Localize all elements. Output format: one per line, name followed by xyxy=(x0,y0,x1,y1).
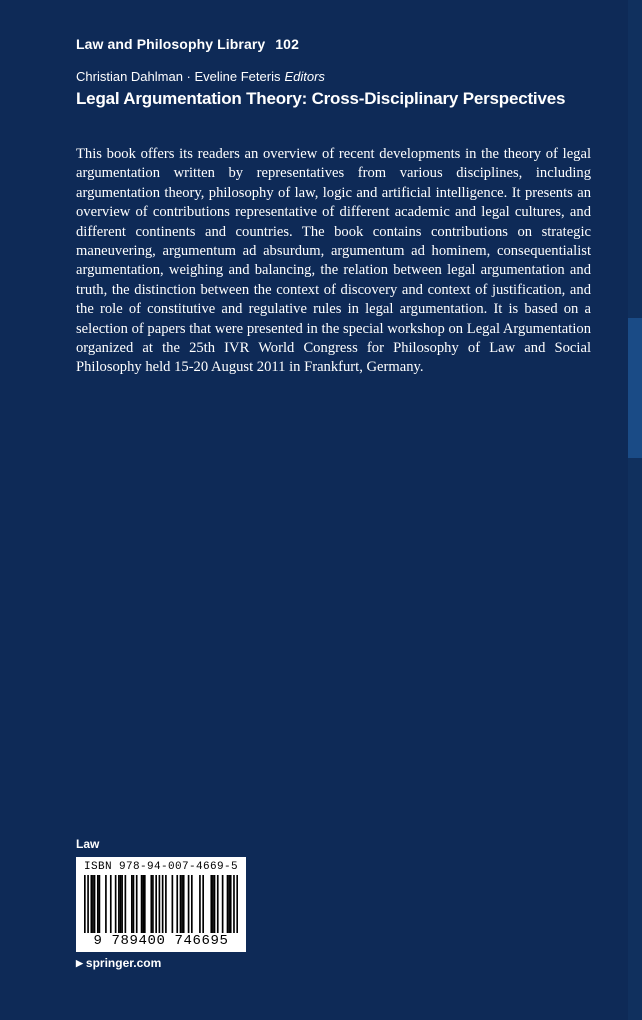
barcode-bar xyxy=(191,875,193,933)
barcode-bar xyxy=(87,875,89,933)
series-line xyxy=(76,36,299,52)
spine-edge xyxy=(628,0,642,1020)
barcode-bar xyxy=(99,875,101,933)
barcode-bar xyxy=(84,875,86,933)
barcode-bar xyxy=(150,875,152,933)
barcode-bar xyxy=(131,875,133,933)
publisher-url: springer.com xyxy=(85,956,162,970)
barcode-bar xyxy=(233,875,235,933)
barcode-bar xyxy=(92,875,94,933)
barcode-bar xyxy=(165,875,167,933)
barcode-bar xyxy=(121,875,123,933)
barcode-bar xyxy=(133,875,135,933)
barcode-bar xyxy=(222,875,224,933)
triangle-right-icon: ▶ xyxy=(76,958,83,968)
series-name: Law and Philosophy Library xyxy=(76,36,266,52)
barcode-bar xyxy=(94,875,96,933)
barcode-bar xyxy=(228,875,230,933)
isbn-barcode xyxy=(76,857,246,952)
barcode-bar xyxy=(214,875,216,933)
barcode-bar xyxy=(152,875,154,933)
barcode-bar xyxy=(125,875,127,933)
barcode-bar xyxy=(162,875,164,933)
barcode-bar xyxy=(142,875,144,933)
barcode-bar xyxy=(217,875,219,933)
barcode-bar xyxy=(90,875,92,933)
barcode-bar xyxy=(136,875,138,933)
barcode-bar xyxy=(172,875,174,933)
barcode-bar xyxy=(188,875,190,933)
barcode-bar xyxy=(141,875,143,933)
barcode-bar xyxy=(110,875,112,933)
ean-digits: 9 789400 746695 xyxy=(93,933,229,949)
barcode-bar xyxy=(155,875,157,933)
barcode-bar xyxy=(180,875,182,933)
barcode-bar xyxy=(183,875,185,933)
barcode-bar xyxy=(212,875,214,933)
editor-names: Christian Dahlman · Eveline Feteris xyxy=(76,69,281,84)
barcode-bar xyxy=(227,875,229,933)
barcode-bar xyxy=(230,875,232,933)
barcode-bar xyxy=(118,875,120,933)
barcode-bar xyxy=(120,875,122,933)
barcode-bars xyxy=(84,875,238,933)
spine-highlight xyxy=(628,318,642,458)
barcode-bar xyxy=(159,875,161,933)
subject-label: Law xyxy=(76,837,100,851)
barcode-bar xyxy=(199,875,201,933)
publisher-link[interactable] xyxy=(76,956,161,970)
barcode-bar xyxy=(176,875,178,933)
barcode-bar xyxy=(202,875,204,933)
isbn-number: ISBN 978-94-007-4669-5 xyxy=(83,861,239,873)
barcode-bar xyxy=(105,875,107,933)
barcode-bar xyxy=(181,875,183,933)
barcode-bar xyxy=(210,875,212,933)
series-number: 102 xyxy=(275,36,299,52)
book-description: This book offers its readers an overview of recent developments in the theory of legal argumentation written by representatives from various disciplines, including argumentation theory, philosophy of law, logic and artificial intelligence. It presents an overview of contributions representative of different academic and legal cultures, and different continents and countries. The book contains contributions on strategic maneuvering, argumentum ad absurdum, argumentum ad hominem, consequentialist argumentation, weighing and balancing, the relation between legal argumentation and truth, the distinction between the context of discovery and context of justification, and the role of constitutive and regulative rules in legal argumentation. It is based on a selection of papers that were presented in the special workshop on Legal Argumentation organized at the 25th IVR World Congress for Philosophy of Law and Social Philosophy held 15-20 August 2011 in Frankfurt, Germany. xyxy=(76,146,591,376)
editors-line xyxy=(76,69,325,84)
barcode-bar xyxy=(115,875,117,933)
barcode-bar xyxy=(97,875,99,933)
editor-role: Editors xyxy=(284,69,325,84)
barcode-bar xyxy=(144,875,146,933)
barcode-bar xyxy=(236,875,238,933)
book-title: Legal Argumentation Theory: Cross-Disciplinary Perspectives xyxy=(76,89,566,108)
